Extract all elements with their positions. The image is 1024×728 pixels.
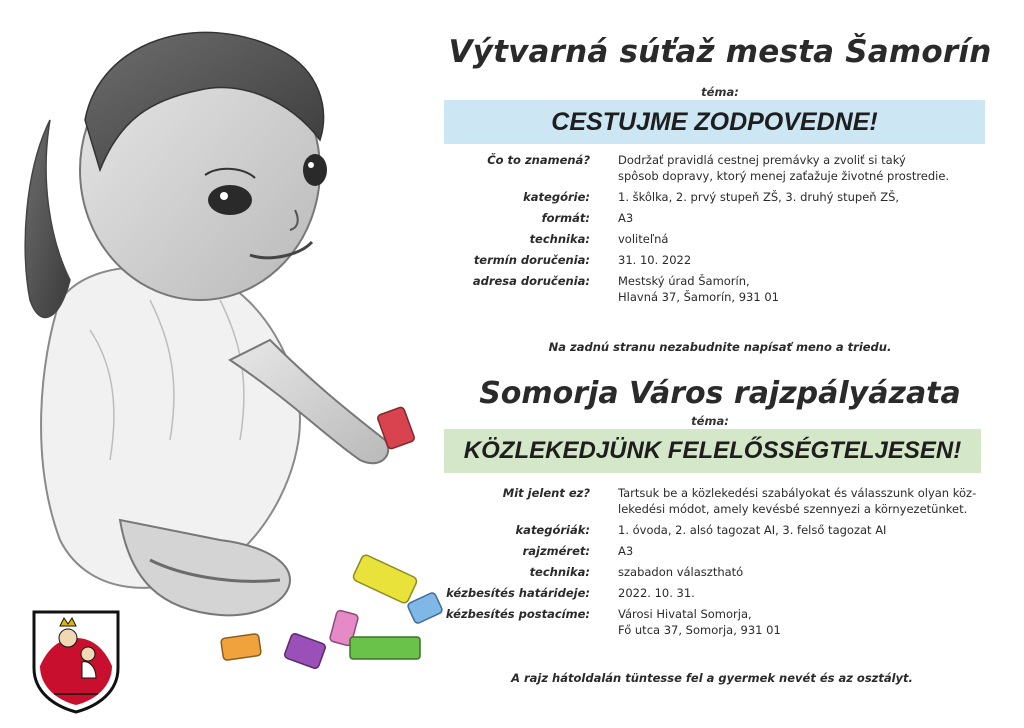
sk-row-value: Mestský úrad Šamorín, Hlavná 37, Šamorín, 931 01 <box>618 274 779 304</box>
hu-row-value: Tartsuk be a közlekedési szabályokat és válasszunk olyan köz- lekedési módot, amely kevésbé szennyezi a környezetünket. <box>618 486 977 516</box>
sk-info-row <box>440 210 1000 226</box>
sk-row-label: formát: <box>541 211 590 225</box>
sk-theme-label: téma: <box>701 85 739 99</box>
sk-row-label: technika: <box>529 232 590 246</box>
sk-row-label: kategórie: <box>523 190 590 204</box>
sk-theme-banner: CESTUJME ZODPOVEDNE! <box>444 100 985 144</box>
sk-row-label: termín doručenia: <box>473 253 590 267</box>
hu-row-value: szabadon választható <box>618 565 744 579</box>
hu-row-label: Mit jelent ez? <box>502 486 590 500</box>
sk-row-value: A3 <box>618 211 634 225</box>
hu-info-row <box>440 543 1000 559</box>
sk-row-label: Čo to znamená? <box>487 153 590 167</box>
sk-info-list <box>440 152 1000 310</box>
sk-info-row <box>440 189 1000 205</box>
hu-row-label: kézbesítés határideje: <box>446 586 590 600</box>
hu-info-row <box>440 606 1000 638</box>
hu-row-value: 2022. 10. 31. <box>618 586 695 600</box>
sk-note: Na zadnú stranu nezabudnite napísať meno a triedu. <box>548 340 892 354</box>
hu-title: Somorja Város rajzpályázata <box>479 376 961 411</box>
hu-info-row <box>440 485 1000 517</box>
hu-row-label: kézbesítés postacíme: <box>445 607 590 621</box>
hu-info-row <box>440 585 1000 601</box>
sk-info-row <box>440 252 1000 268</box>
sk-row-value: 1. škôlka, 2. prvý stupeň ZŠ, 3. druhý stupeň ZŠ, <box>618 190 900 204</box>
hu-row-value: Városi Hivatal Somorja, Fő utca 37, Somorja, 931 01 <box>618 607 781 637</box>
hu-note: A rajz hátoldalán tüntesse fel a gyermek nevét és az osztályt. <box>511 671 913 685</box>
hu-theme-banner: KÖZLEKEDJÜNK FELELŐSSÉGTELJESEN! <box>444 429 981 473</box>
sk-row-value: Dodržať pravidlá cestnej premávky a zvoliť si taký spôsob dopravy, ktorý menej zaťažuje životné prostredie. <box>618 153 950 183</box>
sk-info-row <box>440 152 1000 184</box>
sk-info-row <box>440 231 1000 247</box>
hu-row-value: 1. óvoda, 2. alsó tagozat AI, 3. felső tagozat AI <box>618 523 887 537</box>
sk-title: Výtvarná súťaž mesta Šamorín <box>448 34 992 70</box>
sk-row-label: adresa doručenia: <box>472 274 590 288</box>
hu-theme-label: téma: <box>691 414 729 428</box>
hu-row-label: technika: <box>529 565 590 579</box>
sk-row-value: voliteľná <box>618 232 669 246</box>
hu-info-row <box>440 522 1000 538</box>
sk-row-value: 31. 10. 2022 <box>618 253 692 267</box>
hu-info-row <box>440 564 1000 580</box>
hu-info-list <box>440 485 1000 643</box>
hu-row-label: rajzméret: <box>522 544 590 558</box>
hu-row-value: A3 <box>618 544 634 558</box>
hu-row-label: kategóriák: <box>515 523 590 537</box>
sk-info-row <box>440 273 1000 305</box>
samorin-coat-of-arms-icon <box>30 608 122 714</box>
